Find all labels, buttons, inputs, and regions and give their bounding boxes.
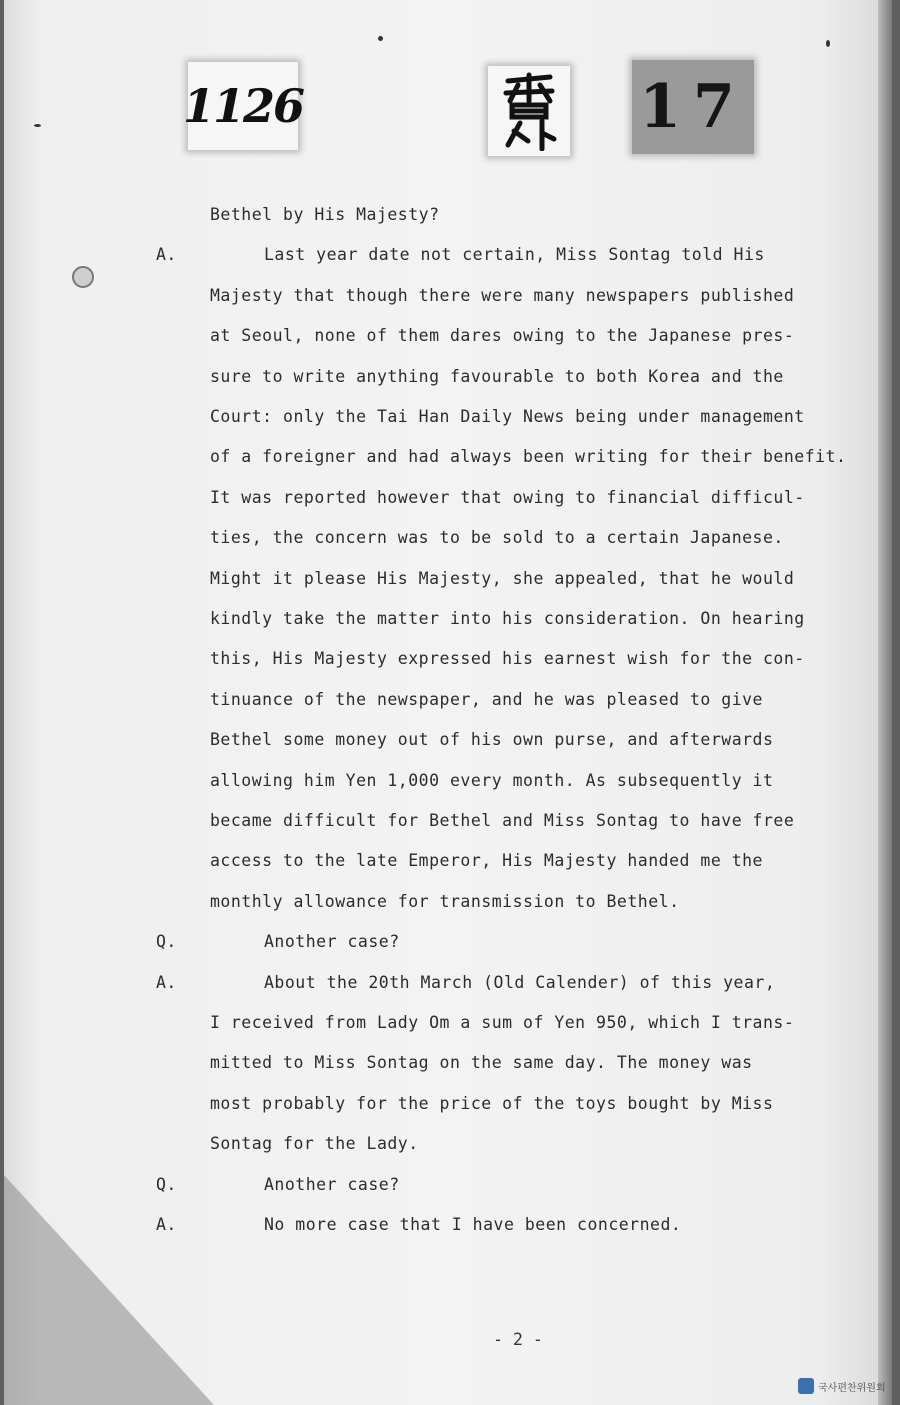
text-line: Another case? <box>264 932 400 951</box>
text-line: mitted to Miss Sontag on the same day. The money was <box>210 1053 753 1072</box>
text-line: of a foreigner and had always been writing for their benefit. <box>210 447 847 466</box>
sequence-number: 17 <box>639 72 747 142</box>
text-line: kindly take the matter into his consideration. On hearing <box>210 609 805 628</box>
archive-watermark-text: 국사편찬위원회 <box>818 1382 886 1394</box>
text-line: No more case that I have been concerned. <box>264 1215 682 1234</box>
speaker-marker: Q. <box>156 1175 177 1194</box>
text-line: It was reported however that owing to financial difficul- <box>210 488 805 507</box>
text-line: Majesty that though there were many newspapers published <box>210 286 795 305</box>
speaker-marker: A. <box>156 245 177 264</box>
speaker-marker: A. <box>156 973 177 992</box>
text-line: allowing him Yen 1,000 every month. As subsequently it <box>210 771 774 790</box>
kanji-stamp-glyph <box>494 71 564 151</box>
speaker-marker: A. <box>156 1215 177 1234</box>
archive-logo-icon <box>798 1378 814 1394</box>
page-number: - 2 - <box>493 1330 543 1349</box>
text-line: this, His Majesty expressed his earnest wish for the con- <box>210 649 805 668</box>
text-line: Sontag for the Lady. <box>210 1134 419 1153</box>
text-line: Another case? <box>264 1175 400 1194</box>
text-line: at Seoul, none of them dares owing to the Japanese pres- <box>210 326 795 345</box>
text-line: monthly allowance for transmission to Bethel. <box>210 892 680 911</box>
text-line: tinuance of the newspaper, and he was pleased to give <box>210 690 763 709</box>
text-line: access to the late Emperor, His Majesty handed me the <box>210 851 763 870</box>
text-line: most probably for the price of the toys bought by Miss <box>210 1094 774 1113</box>
scan-speck <box>34 124 41 127</box>
text-line: Last year date not certain, Miss Sontag told His <box>264 245 765 264</box>
document-number: 1126 <box>182 79 304 133</box>
text-line: Court: only the Tai Han Daily News being under management <box>210 407 805 426</box>
scan-right-edge <box>878 0 892 1405</box>
text-line: Might it please His Majesty, she appealed, that he would <box>210 569 795 588</box>
scan-speck <box>826 40 830 47</box>
text-line: Bethel by His Majesty? <box>210 205 440 224</box>
archive-watermark <box>798 1376 886 1396</box>
scan-speck <box>378 36 383 41</box>
text-line: About the 20th March (Old Calender) of this year, <box>264 973 776 992</box>
scan-corner-shadow <box>4 1175 214 1405</box>
text-line: ties, the concern was to be sold to a certain Japanese. <box>210 528 784 547</box>
sequence-number-label <box>632 60 754 154</box>
kanji-stamp-label <box>488 66 570 156</box>
text-line: Bethel some money out of his own purse, and afterwards <box>210 730 774 749</box>
text-line: I received from Lady Om a sum of Yen 950, which I trans- <box>210 1013 795 1032</box>
punch-hole <box>72 266 94 288</box>
document-number-label <box>182 62 304 150</box>
speaker-marker: Q. <box>156 932 177 951</box>
text-line: became difficult for Bethel and Miss Sontag to have free <box>210 811 795 830</box>
text-line: sure to write anything favourable to both Korea and the <box>210 367 784 386</box>
